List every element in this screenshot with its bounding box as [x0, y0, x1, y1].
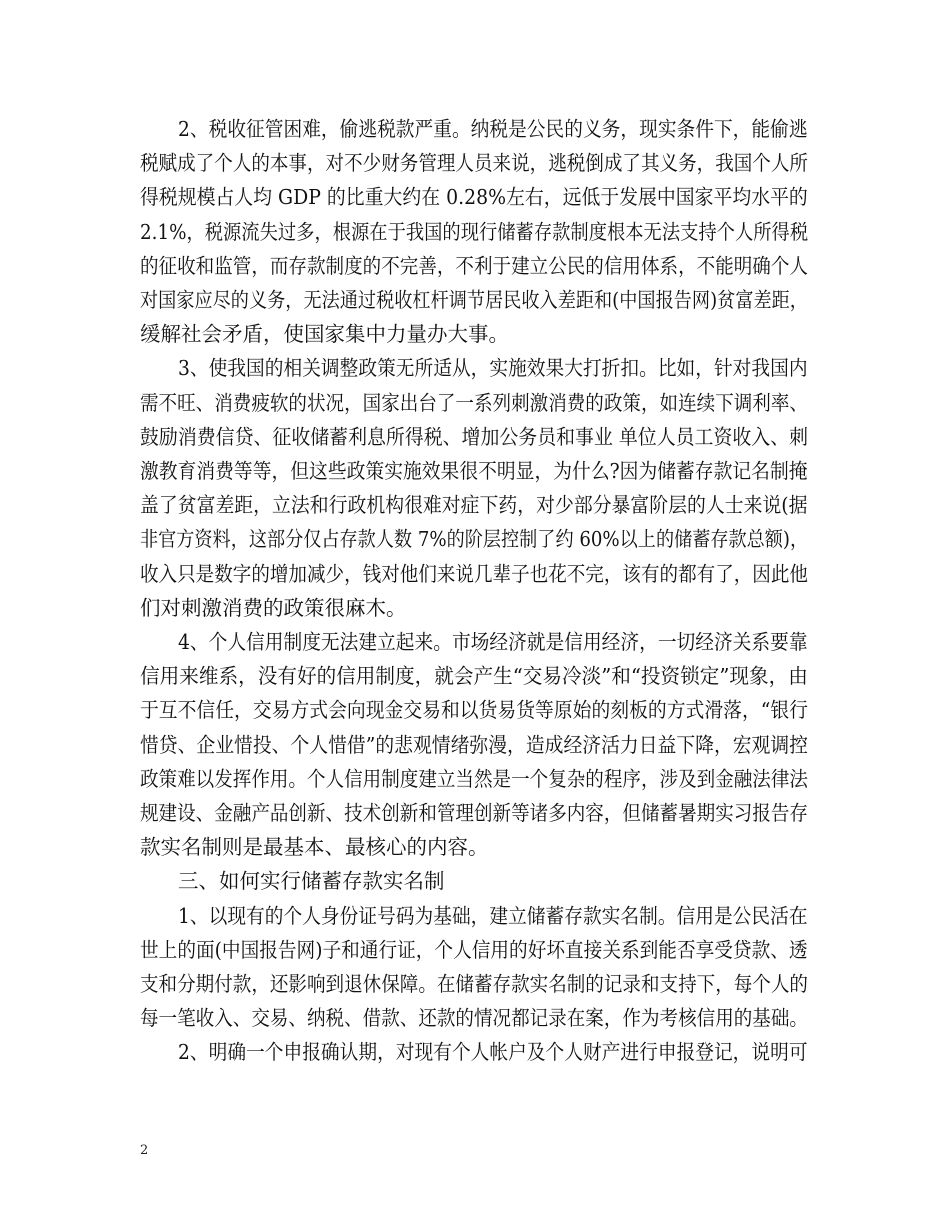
text-line: 支和分期付款，还影响到退休保障。在储蓄存款实名制的记录和支持下，每个人的	[140, 972, 808, 996]
section-heading: 三、如何实行储蓄存款实名制	[178, 869, 445, 894]
text-line: 收入只是数字的增加减少，钱对他们来说几辈子也花不完，该有的都有了，因此他	[140, 561, 808, 586]
text-line: 款实名制则是最基本、最核心的内容。	[140, 835, 489, 860]
text-line: 信用来维系，没有好的信用制度，就会产生“交易冷淡”和“投资锁定”现象，由	[140, 664, 808, 689]
text-line: 的征收和监管，而存款制度的不完善，不利于建立公民的信用体系，不能明确个人	[140, 253, 808, 278]
text-line: 非官方资料，这部分仅占存款人数 7%的阶层控制了约 60%以上的储蓄存款总额)，	[140, 527, 809, 552]
text-line: 税赋成了个人的本事，对不少财务管理人员来说，逃税倒成了其义务，我国个人所	[140, 151, 808, 176]
text-line: 2、明确一个申报确认期，对现有个人帐户及个人财产进行申报登记，说明可	[178, 1040, 808, 1065]
text-line: 每一笔收入、交易、纳税、借款、还款的情况都记录在案，作为考核信用的基础。	[140, 1006, 808, 1031]
text-line: 2、税收征管困难，偷逃税款严重。纳税是公民的义务，现实条件下，能偷逃	[178, 117, 808, 141]
text-line: 缓解社会矛盾，使国家集中力量办大事。	[140, 322, 509, 347]
text-line: 规建设、金融产品创新、技术创新和管理创新等诸多内容，但储蓄暑期实习报告存	[140, 801, 808, 825]
text-line: 鼓励消费信贷、征收储蓄利息所得税、增加公务员和事业 单位人员工资收入、刺	[140, 424, 809, 449]
text-line: 1、以现有的个人身份证号码为基础，建立储蓄存款实名制。信用是公民活在	[178, 903, 808, 928]
text-line: 4、个人信用制度无法建立起来。市场经济就是信用经济，一切经济关系要靠	[178, 630, 808, 654]
text-line: 得税规模占人均 GDP 的比重大约在 0.28%左右，远低于发展中国家平均水平的	[140, 185, 808, 210]
text-line: 2.1%，税源流失过多，根源在于我国的现行储蓄存款制度根本无法支持个人所得税	[140, 219, 809, 244]
text-line: 对国家应尽的义务，无法通过税收杠杆调节居民收入差距和(中国报告网)贫富差距，	[140, 288, 808, 312]
page-number: 2	[140, 1143, 149, 1158]
text-line: 政策难以发挥作用。个人信用制度建立当然是一个复杂的程序，涉及到金融法律法	[140, 766, 808, 791]
text-line: 惜贷、企业惜投、个人惜借”的悲观情绪弥漫，造成经济活力日益下降，宏观调控	[140, 732, 808, 757]
text-line: 世上的面(中国报告网)子和通行证，个人信用的好坏直接关系到能否享受贷款、透	[140, 937, 808, 962]
text-line: 盖了贫富差距，立法和行政机构很难对症下药，对少部分暴富阶层的人士来说(据	[140, 493, 808, 518]
text-line: 需不旺、消费疲软的状况，国家出台了一系列刺激消费的政策，如连续下调利率、	[140, 390, 808, 415]
text-line: 3、使我国的相关调整政策无所适从，实施效果大打折扣。比如，针对我国内	[178, 356, 808, 381]
text-line: 于互不信任，交易方式会向现金交易和以货易货等原始的刻板的方式滑落，“银行	[140, 698, 808, 723]
text-line: 激教育消费等等，但这些政策实施效果很不明显，为什么?因为储蓄存款记名制掩	[140, 459, 808, 483]
text-line: 们对刺激消费的政策很麻木。	[140, 595, 407, 620]
